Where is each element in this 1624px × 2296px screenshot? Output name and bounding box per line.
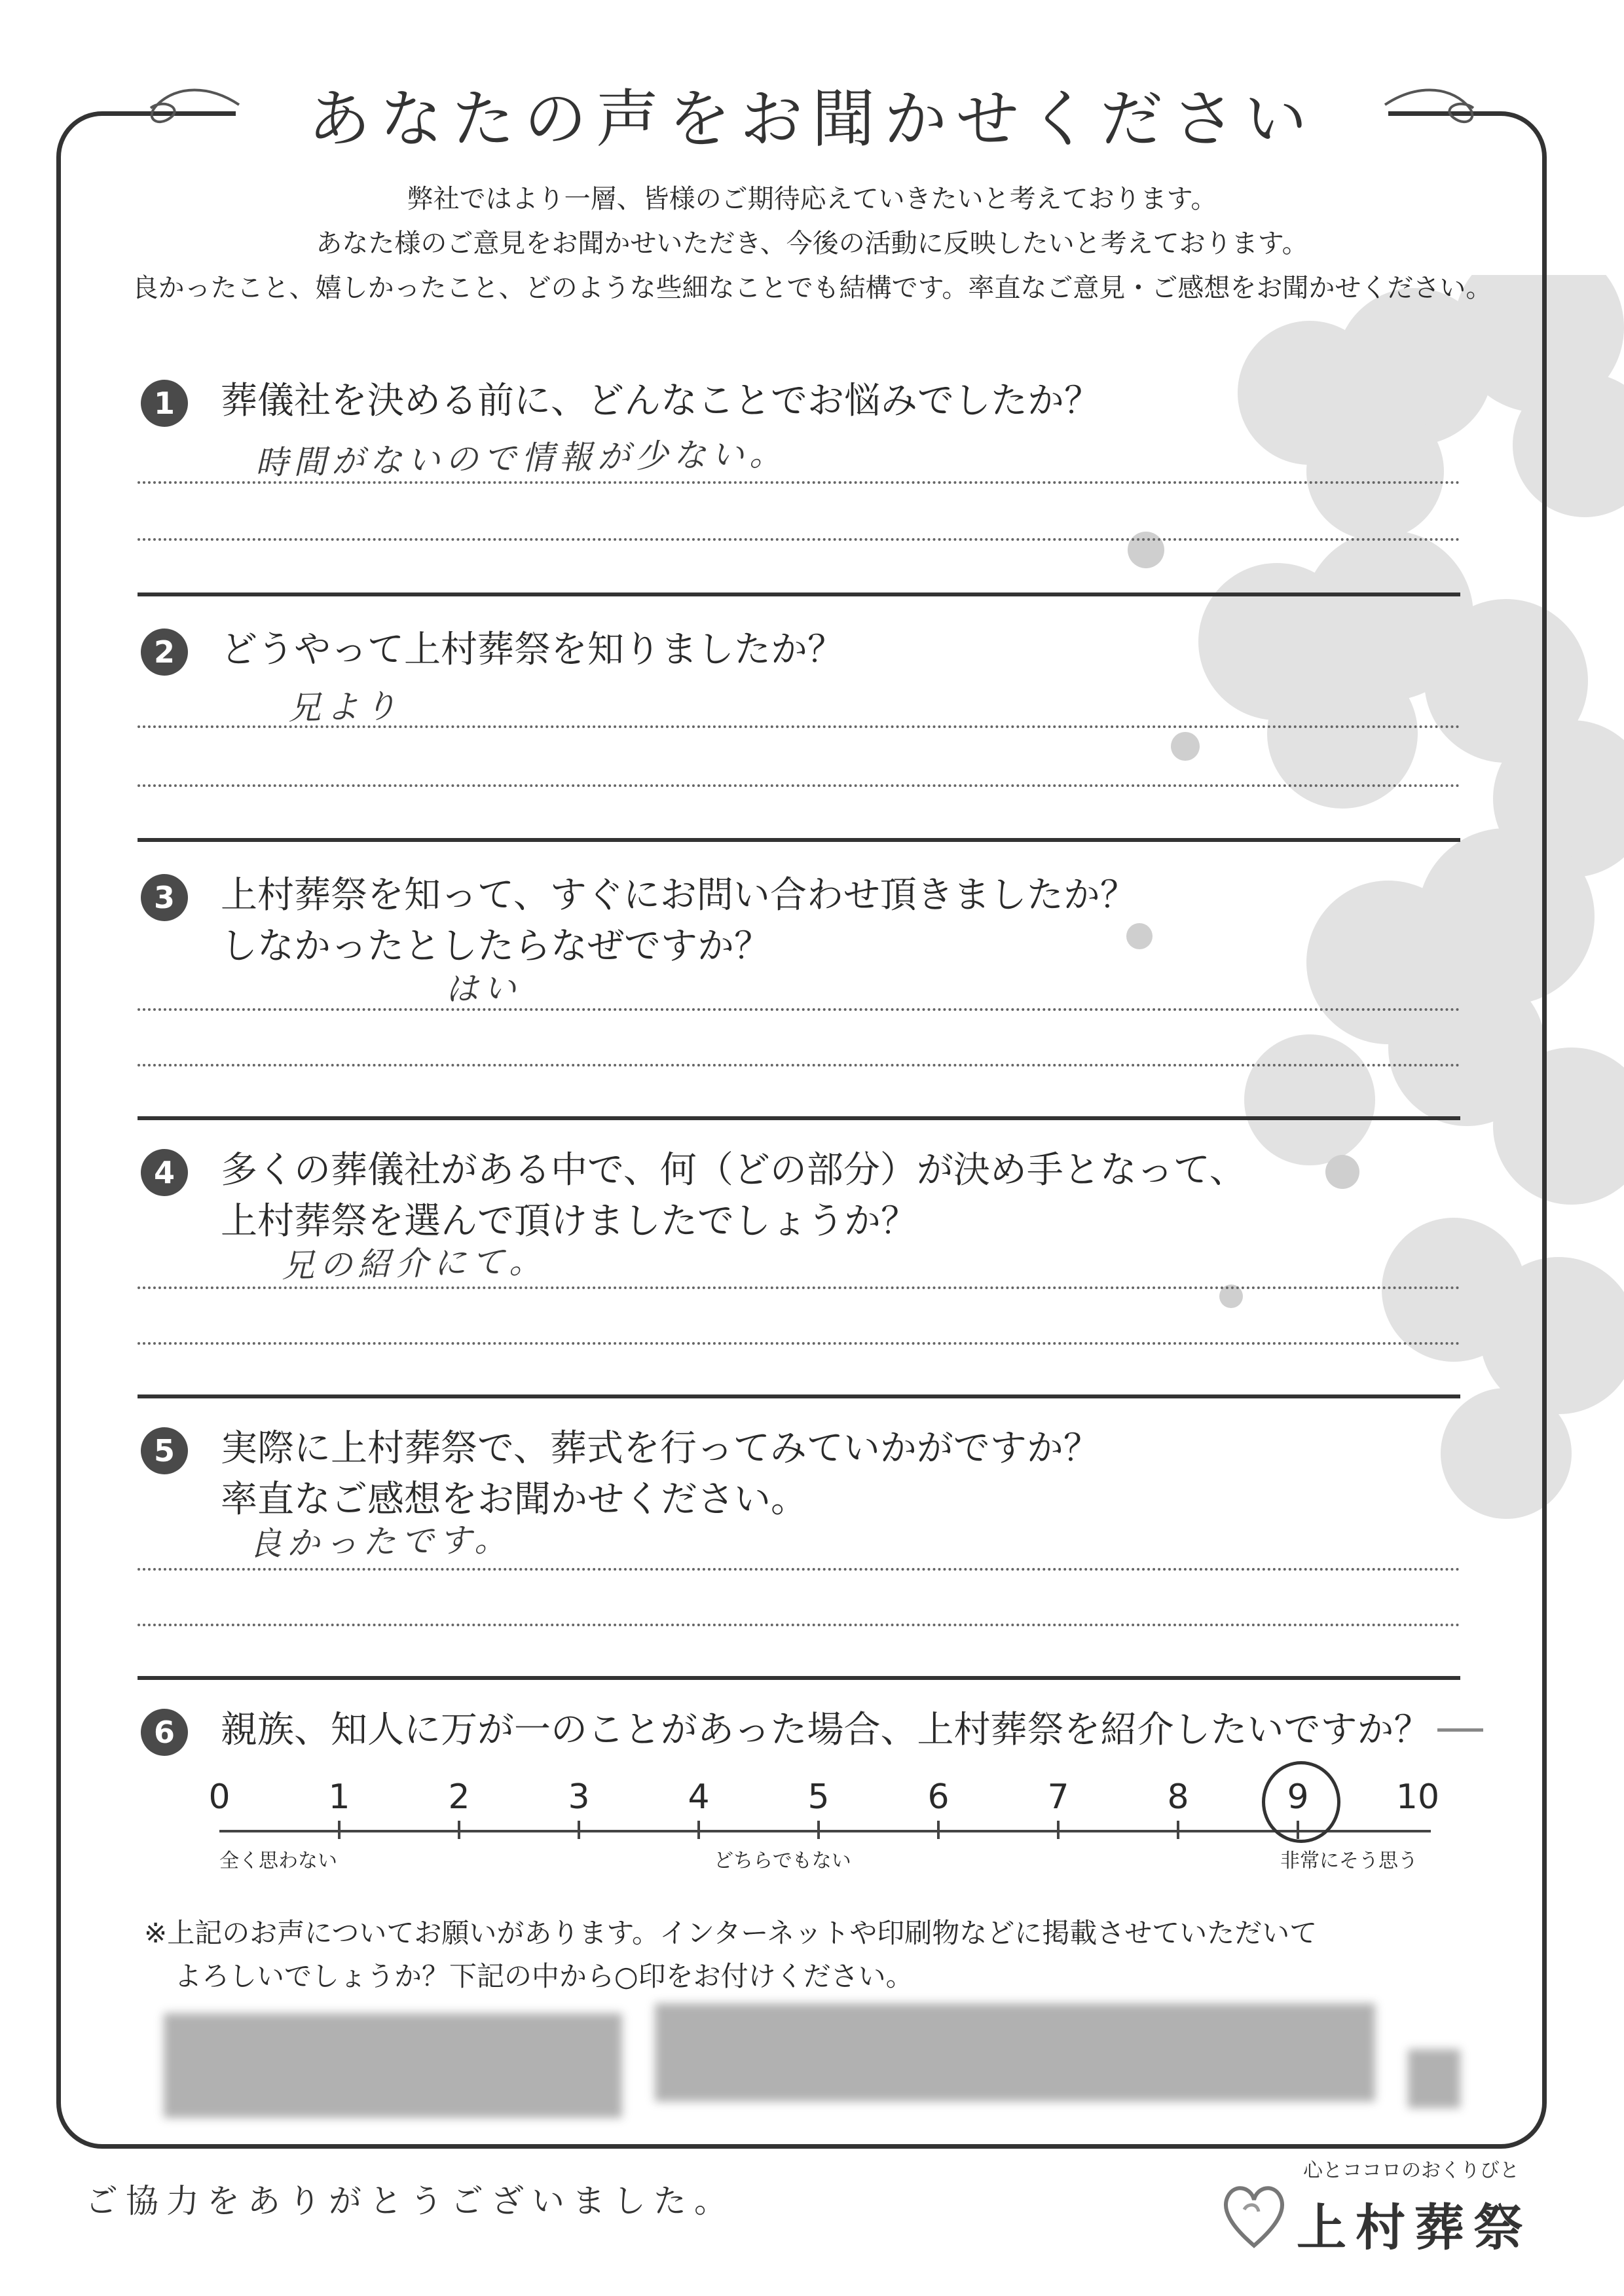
scale-number: 5 bbox=[807, 1777, 830, 1817]
question-number-badge: 3 bbox=[141, 874, 188, 921]
side-mark bbox=[1437, 1728, 1483, 1732]
answer-line bbox=[138, 784, 1460, 787]
handwritten-answer-1: 時間がないので情報が少ない。 bbox=[255, 434, 788, 483]
answer-line bbox=[138, 1064, 1460, 1066]
question-number-badge: 1 bbox=[141, 380, 188, 427]
question-line: 率直なご感想をお聞かせください。 bbox=[221, 1478, 807, 1521]
question-line: 親族、知人に万が一のことがあった場合、上村葬祭を紹介したいですか？ bbox=[221, 1709, 1431, 1751]
publication-note bbox=[144, 1912, 1317, 1998]
question-text bbox=[221, 625, 844, 676]
question-number-badge: 5 bbox=[141, 1427, 188, 1474]
question-line: 実際に上村葬祭で、葬式を行ってみていかがですか？ bbox=[221, 1427, 1100, 1470]
redacted-area bbox=[655, 2003, 1375, 2102]
logo-tagline: 心とココロのおくりびと bbox=[1303, 2159, 1519, 2182]
scale-tick bbox=[578, 1821, 580, 1839]
scale-number: 1 bbox=[328, 1777, 350, 1817]
question-number-badge: 4 bbox=[141, 1149, 188, 1196]
intro-line: 弊社ではより一層、皆様のご期待応えていきたいと考えております。 bbox=[407, 184, 1217, 214]
note-line: ※上記のお声についてお願いがあります。インターネットや印刷物などに掲載させていただいて bbox=[144, 1917, 1318, 1949]
question-line: しなかったとしたらなぜですか？ bbox=[221, 925, 771, 968]
thanks-message: ご協力をありがとうございました。 bbox=[85, 2182, 735, 2220]
note-line: よろしいでしょうか？下記の中から○印をお付けください。 bbox=[174, 1960, 913, 1992]
scale-number: 3 bbox=[568, 1777, 590, 1817]
section-divider bbox=[138, 1116, 1460, 1120]
scale-number: 6 bbox=[927, 1777, 950, 1817]
question-text bbox=[221, 870, 1137, 972]
scale-tick bbox=[1177, 1821, 1179, 1839]
question-line: どうやって上村葬祭を知りましたか？ bbox=[221, 629, 844, 671]
scale-number: 8 bbox=[1167, 1777, 1189, 1817]
question-line: 上村葬祭を知って、すぐにお問い合わせ頂きましたか？ bbox=[221, 874, 1137, 917]
page-title: あなたの声をお聞かせください bbox=[308, 82, 1316, 156]
answer-line bbox=[138, 1624, 1460, 1626]
question-number-badge: 6 bbox=[141, 1709, 188, 1756]
scale-label-left: 全く思わない bbox=[219, 1850, 337, 1872]
question-number-badge: 2 bbox=[141, 629, 188, 676]
answer-line bbox=[138, 1286, 1460, 1289]
redacted-area bbox=[164, 2013, 622, 2118]
intro-line: あなた様のご意見をお聞かせいただき、今後の活動に反映したいと考えております。 bbox=[316, 228, 1308, 259]
scale-tick bbox=[937, 1821, 940, 1839]
scale-number: 0 bbox=[208, 1777, 231, 1817]
question-line: 上村葬祭を選んで頂けましたでしょうか？ bbox=[221, 1200, 917, 1243]
section-divider bbox=[138, 592, 1460, 596]
scale-axis bbox=[219, 1830, 1431, 1832]
handwritten-answer-2: 兄より bbox=[287, 687, 403, 727]
heart-logo-icon bbox=[1218, 2174, 1290, 2252]
company-logo bbox=[1218, 2154, 1532, 2272]
intro-line: 良かったこと、嬉しかったこと、どのような些細なことでも結構です。率直なご意見・ご感想をお聞かせください。 bbox=[132, 273, 1492, 303]
scale-number: 4 bbox=[688, 1777, 710, 1817]
answer-line bbox=[138, 538, 1460, 541]
question-text bbox=[221, 1705, 1430, 1756]
scale-tick bbox=[817, 1821, 820, 1839]
title-banner bbox=[236, 73, 1388, 165]
handwritten-answer-5: 良かったです。 bbox=[248, 1520, 513, 1563]
scale-number: 9 bbox=[1287, 1777, 1309, 1817]
handwritten-answer-4: 兄の紹介にて。 bbox=[281, 1242, 547, 1285]
scale-tick bbox=[1057, 1821, 1060, 1839]
scale-label-middle: どちらでもない bbox=[714, 1850, 851, 1872]
question-line: 多くの葬儀社がある中で、何（どの部分）が決め手となって、 bbox=[221, 1149, 1246, 1192]
scale-tick bbox=[458, 1821, 460, 1839]
scale-number: 7 bbox=[1047, 1777, 1069, 1817]
question-text bbox=[221, 1423, 1100, 1525]
right-flourish-icon bbox=[1382, 79, 1493, 131]
scale-number: 2 bbox=[448, 1777, 470, 1817]
scale-tick bbox=[338, 1821, 341, 1839]
answer-line bbox=[138, 1568, 1460, 1571]
scale-tick bbox=[697, 1821, 700, 1839]
section-divider bbox=[138, 1394, 1460, 1398]
answer-line bbox=[138, 1008, 1460, 1011]
handwritten-answer-3: はい bbox=[445, 968, 522, 1009]
question-line: 葬儀社を決める前に、どんなことでお悩みでしたか？ bbox=[221, 380, 1101, 422]
left-flourish-icon bbox=[131, 79, 242, 131]
redacted-area bbox=[1408, 2049, 1460, 2108]
scale-number: 10 bbox=[1395, 1777, 1440, 1817]
section-divider bbox=[138, 838, 1460, 842]
scale-label-right: 非常にそう思う bbox=[1280, 1850, 1418, 1872]
section-divider bbox=[138, 1676, 1460, 1680]
logo-name: 上村葬祭 bbox=[1297, 2198, 1532, 2257]
intro-text bbox=[131, 177, 1493, 310]
answer-line bbox=[138, 1342, 1460, 1345]
selected-rating-circle bbox=[1262, 1761, 1340, 1843]
question-text bbox=[221, 1145, 1246, 1247]
question-text bbox=[221, 376, 1101, 427]
rating-scale bbox=[208, 1777, 1444, 1882]
